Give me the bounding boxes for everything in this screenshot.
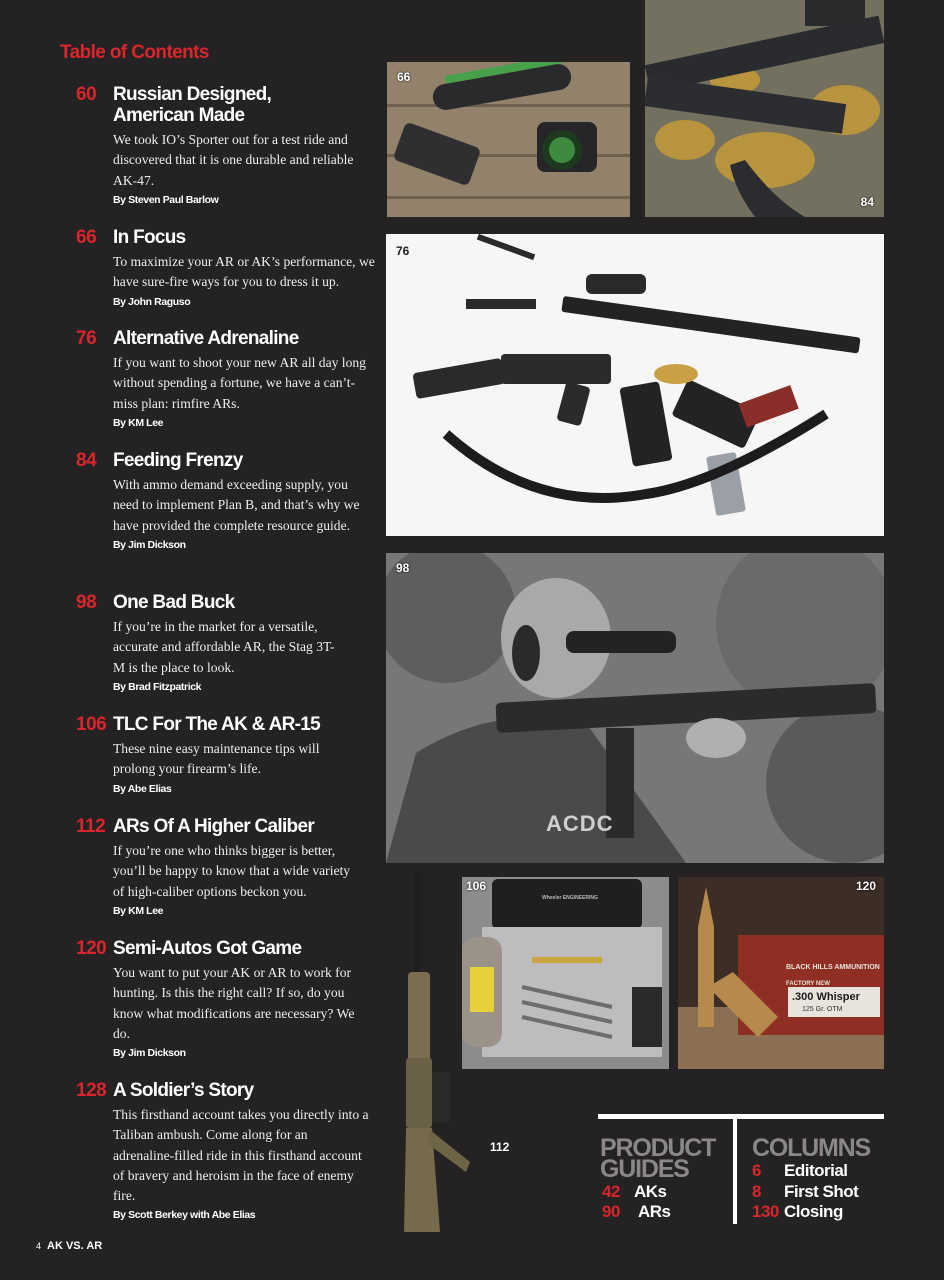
entry-page-number: 60 bbox=[76, 84, 97, 105]
entry-byline: By John Raguso bbox=[113, 295, 191, 308]
column-item[interactable] bbox=[752, 1161, 848, 1181]
entry-description: We took IO’s Sporter out for a test ride and discovered that it is one durable and reliable AK-47. bbox=[113, 132, 354, 188]
entry-title[interactable]: One Bad Buck bbox=[113, 592, 235, 613]
column-item[interactable] bbox=[752, 1202, 843, 1222]
photo-ammo[interactable] bbox=[645, 0, 884, 217]
entry-byline: By KM Lee bbox=[113, 904, 164, 917]
entry-byline: By Jim Dickson bbox=[113, 1047, 186, 1060]
photo-page-label: 120 bbox=[855, 879, 876, 893]
photo-shooter[interactable] bbox=[386, 553, 884, 863]
camo-rifle-illustration bbox=[400, 872, 470, 1232]
entry-title-line: Russian Designed, bbox=[113, 84, 272, 105]
photo-page-label: 66 bbox=[397, 70, 411, 84]
photo-page-label: 106 bbox=[466, 879, 487, 893]
toc-entry-120[interactable] bbox=[76, 938, 376, 1059]
photo-page-label: 76 bbox=[396, 244, 410, 258]
item-page-number: 42 bbox=[602, 1182, 620, 1201]
columns-heading: COLUMNS bbox=[752, 1134, 870, 1162]
entry-byline: By Abe Elias bbox=[113, 782, 172, 795]
item-label: AKs bbox=[634, 1182, 667, 1201]
entry-page-number: 112 bbox=[76, 816, 106, 837]
item-page-number: 8 bbox=[752, 1182, 761, 1201]
entry-title[interactable] bbox=[113, 84, 376, 126]
entry-description: You want to put your AK or AR to work for hunting. Is this the right call? If so, do you know what modifications are necessary? We do. bbox=[113, 965, 355, 1041]
item-page-number: 130 bbox=[752, 1202, 779, 1221]
ammo-box-illustration bbox=[678, 877, 884, 1069]
item-label: Editorial bbox=[784, 1161, 848, 1180]
entry-page-number: 106 bbox=[76, 714, 107, 735]
photo-page-label: 98 bbox=[396, 561, 410, 575]
shooter-illustration bbox=[386, 553, 884, 863]
toc-entry-60[interactable] bbox=[76, 84, 376, 206]
toc-entry-98[interactable] bbox=[76, 592, 376, 693]
toc-entry-112[interactable] bbox=[76, 816, 376, 917]
item-page-number: 6 bbox=[752, 1161, 761, 1180]
photo-rimfire-ar[interactable] bbox=[386, 234, 884, 536]
entry-title[interactable]: A Soldier’s Story bbox=[113, 1080, 254, 1101]
product-guides-heading-line: GUIDES bbox=[600, 1155, 689, 1183]
product-guides-heading bbox=[600, 1134, 716, 1183]
product-guide-item[interactable] bbox=[602, 1182, 667, 1202]
photo-scope[interactable] bbox=[387, 62, 630, 217]
column-item[interactable] bbox=[752, 1182, 858, 1202]
entry-byline: By KM Lee bbox=[113, 416, 164, 429]
entry-title[interactable]: Alternative Adrenaline bbox=[113, 328, 299, 349]
entry-description: If you’re in the market for a versatile, accurate and affordable AR, the Stag 3T-M is the place to look. bbox=[113, 619, 335, 675]
entry-byline: By Jim Dickson bbox=[113, 538, 186, 551]
item-label: Closing bbox=[784, 1202, 843, 1221]
item-label: First Shot bbox=[784, 1182, 859, 1201]
toc-entry-106[interactable] bbox=[76, 714, 376, 795]
page-footer bbox=[36, 1240, 102, 1252]
entry-description: If you’re one who thinks bigger is better, you’ll be happy to know that a wide variety of high-caliber options beckon you. bbox=[113, 843, 351, 899]
scope-illustration bbox=[387, 62, 630, 217]
photo-page-label: 84 bbox=[860, 195, 874, 209]
entry-title-line: American Made bbox=[113, 105, 245, 126]
entry-title[interactable]: Semi-Autos Got Game bbox=[113, 938, 302, 959]
item-label: ARs bbox=[638, 1202, 671, 1221]
box-top-rule bbox=[598, 1114, 884, 1119]
cleaning-kit-illustration bbox=[462, 877, 669, 1069]
entry-page-number: 66 bbox=[76, 227, 97, 248]
photo-cleaning-kit[interactable] bbox=[462, 877, 669, 1069]
entry-page-number: 84 bbox=[76, 450, 97, 471]
entry-title[interactable]: Feeding Frenzy bbox=[113, 450, 243, 471]
entry-description: To maximize your AR or AK’s performance, we have sure-fire ways for you to dress it up. bbox=[113, 254, 375, 290]
entry-page-number: 128 bbox=[76, 1080, 107, 1101]
toc-entry-66[interactable] bbox=[76, 227, 376, 308]
box-divider bbox=[733, 1119, 737, 1224]
entry-description: These nine easy maintenance tips will prolong your firearm’s life. bbox=[113, 741, 320, 777]
ammo-caliber: .300 Whisper bbox=[792, 991, 860, 1003]
entry-description: With ammo demand exceeding supply, you need to implement Plan B, and that’s why we have provided the complete resource guide. bbox=[113, 477, 360, 533]
entry-title[interactable]: ARs Of A Higher Caliber bbox=[113, 816, 315, 837]
photo-bag-label: Wheeler ENGINEERING bbox=[542, 895, 598, 901]
product-guide-item[interactable] bbox=[602, 1202, 671, 1222]
toc-entry-128[interactable] bbox=[76, 1080, 376, 1221]
page-title: Table of Contents bbox=[60, 42, 209, 63]
entry-page-number: 76 bbox=[76, 328, 97, 349]
ammo-illustration bbox=[645, 0, 884, 217]
entry-byline: By Steven Paul Barlow bbox=[113, 193, 219, 206]
ammo-grain: 125 Gr. OTM bbox=[802, 1006, 843, 1013]
entry-byline: By Scott Berkey with Abe Elias bbox=[113, 1209, 256, 1222]
photo-shirt-text: ACDC bbox=[546, 811, 614, 836]
rimfire-illustration bbox=[386, 234, 884, 536]
entry-title[interactable]: TLC For The AK & AR-15 bbox=[113, 714, 320, 735]
entry-description: If you want to shoot your new AR all day long without spending a fortune, we have a can’t-miss plan: rimfire ARs. bbox=[113, 355, 366, 411]
product-guides-heading-line: PRODUCT bbox=[600, 1134, 716, 1162]
entry-title[interactable]: In Focus bbox=[113, 227, 186, 248]
photo-camo-rifle[interactable] bbox=[400, 872, 470, 1232]
photo-ammo-box[interactable] bbox=[678, 877, 884, 1069]
footer-page-number: 4 bbox=[36, 1241, 42, 1251]
footer-magazine-name: AK VS. AR bbox=[47, 1240, 103, 1252]
ammo-brand: BLACK HILLS AMMUNITION bbox=[786, 964, 880, 971]
entry-byline: By Brad Fitzpatrick bbox=[113, 680, 202, 693]
entry-page-number: 120 bbox=[76, 938, 107, 959]
toc-entry-76[interactable] bbox=[76, 328, 376, 429]
photo-page-label-112: 112 bbox=[490, 1140, 510, 1154]
item-page-number: 90 bbox=[602, 1202, 620, 1221]
entry-description: This firsthand account takes you directly into a Taliban ambush. Come along for an adrenaline-filled ride in this firsthand account of bravery and heroism in the face of enemy fire. bbox=[113, 1107, 369, 1204]
toc-entry-84[interactable] bbox=[76, 450, 376, 551]
entry-page-number: 98 bbox=[76, 592, 97, 613]
ammo-sub: FACTORY NEW bbox=[786, 981, 830, 987]
